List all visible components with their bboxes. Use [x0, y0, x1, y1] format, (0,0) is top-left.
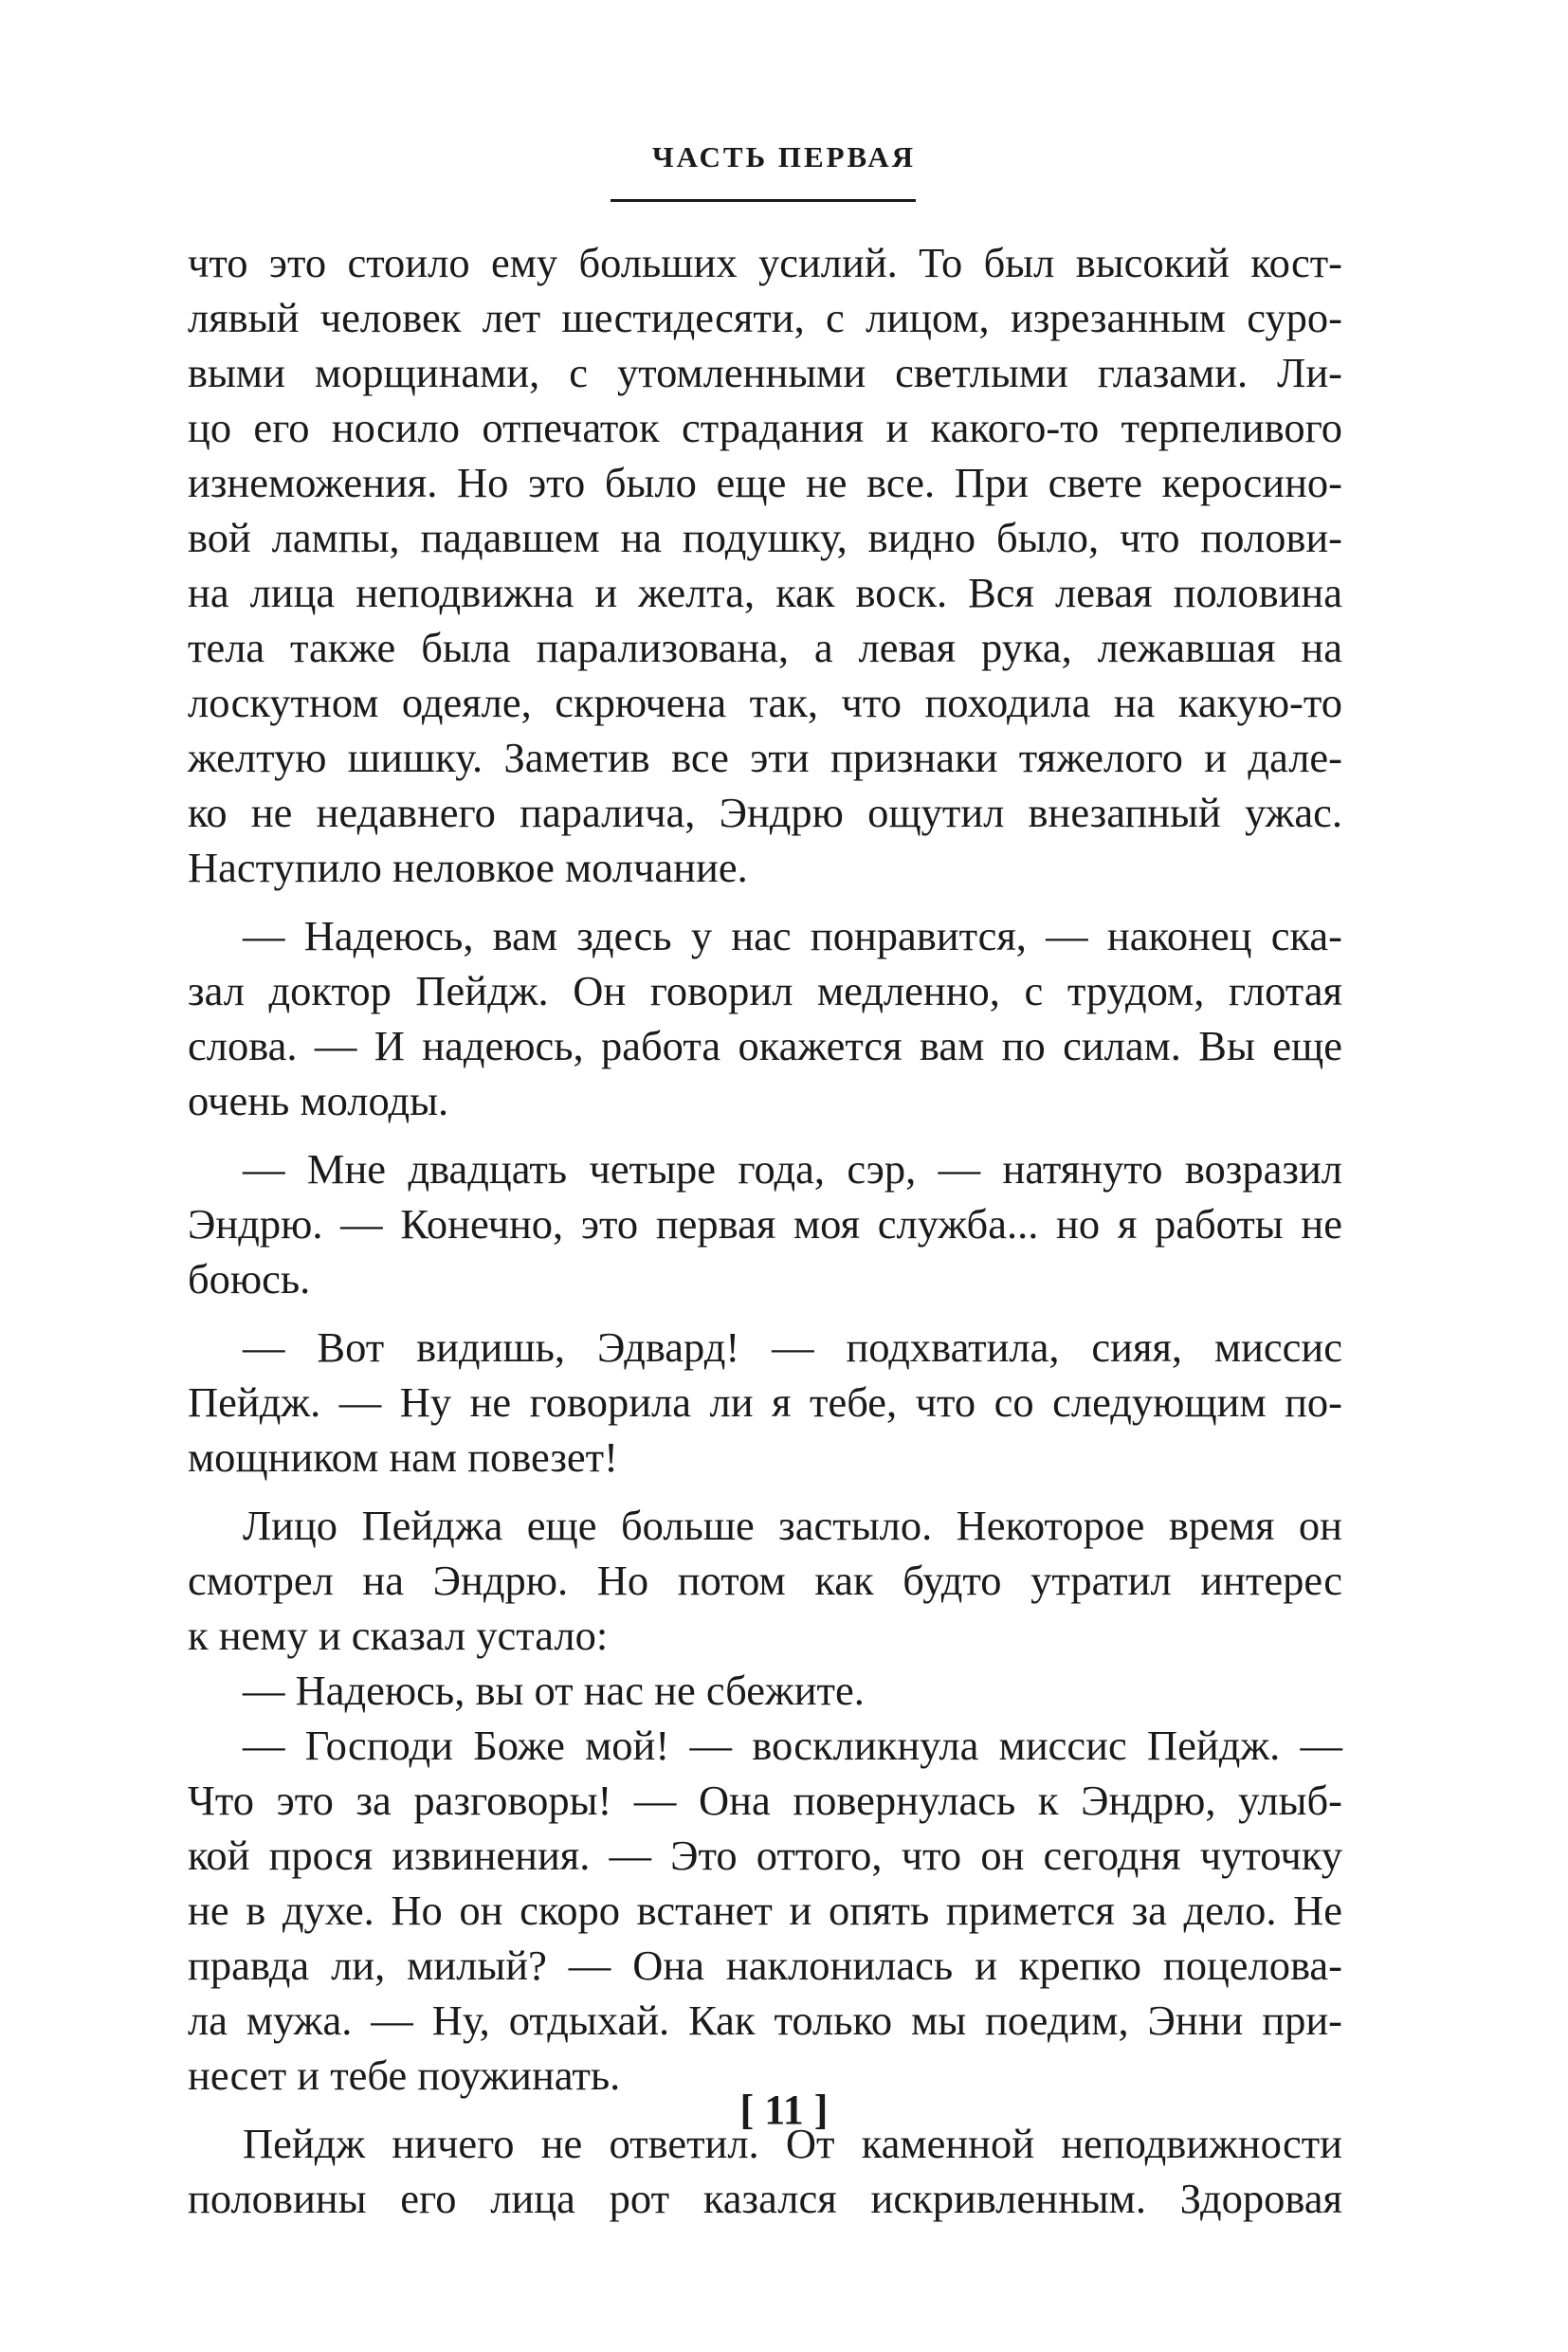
text-line: зал доктор Пейдж. Он говорил медленно, с трудом, глотая	[188, 967, 1342, 1014]
text-line: мощником нам повезет!	[188, 1433, 618, 1481]
body-text	[188, 235, 1342, 2226]
page-number: [ 11 ]	[739, 2087, 829, 2133]
text-line: правда ли, милый? — Она наклонилась и крепко поцелова-	[188, 1942, 1342, 1989]
text-line: ла мужа. — Ну, отдыхай. Как только мы поедим, Энни при-	[188, 1996, 1342, 2044]
text-line: тела также была парализована, а левая рука, лежавшая на	[188, 624, 1342, 671]
text-line: кой прося извинения. — Это оттого, что он сегодня чуточку	[188, 1832, 1342, 1879]
text-line: — Надеюсь, вам здесь у нас понравится, — наконец ска-	[243, 912, 1342, 959]
text-line: цо его носило отпечаток страдания и какого-то терпеливого	[188, 404, 1342, 451]
text-line: — Господи Боже мой! — воскликнула миссис Пейдж. —	[243, 1722, 1342, 1769]
text-line: Пейдж ничего не ответил. От каменной неподвижности	[243, 2120, 1342, 2167]
text-line: половины его лица рот казался искривленным. Здоровая	[188, 2175, 1342, 2222]
text-line: лоскутном одеяле, скрючена так, что походила на какую-то	[188, 679, 1342, 726]
text-line: Наступило неловкое молчание.	[188, 844, 748, 891]
text-line: вой лампы, падавшем на подушку, видно было, что полови-	[188, 514, 1342, 561]
text-line: несет и тебе поужинать.	[188, 2051, 621, 2099]
text-line: к нему и сказал устало:	[188, 1612, 609, 1659]
text-line: ко не недавнего паралича, Эндрю ощутил внезапный ужас.	[188, 789, 1342, 836]
text-line: Что это за разговоры! — Она повернулась к Эндрю, улыб-	[188, 1777, 1342, 1824]
text-line: — Мне двадцать четыре года, сэр, — натянуто возразил	[243, 1145, 1342, 1193]
text-line: не в духе. Но он скоро встанет и опять примется за дело. Не	[188, 1887, 1342, 1934]
text-line: изнеможения. Но это было еще не все. При свете керосино-	[188, 459, 1342, 506]
text-line: Лицо Пейджа еще больше застыло. Некоторое время он	[243, 1502, 1342, 1549]
text-line: Эндрю. — Конечно, это первая моя служба... но я работы не	[188, 1200, 1342, 1248]
text-line: лявый человек лет шестидесяти, с лицом, изрезанным суро-	[188, 294, 1342, 341]
text-line: — Надеюсь, вы от нас не сбежите.	[243, 1667, 865, 1714]
running-head: ЧАСТЬ ПЕРВАЯ	[651, 140, 917, 173]
text-line: очень молоды.	[188, 1077, 449, 1124]
text-line: смотрел на Эндрю. Но потом как будто утратил интерес	[188, 1557, 1342, 1604]
text-line: выми морщинами, с утомленными светлыми глазами. Ли-	[188, 349, 1342, 396]
text-line: слова. — И надеюсь, работа окажется вам по силам. Вы еще	[188, 1022, 1342, 1069]
running-head-rule	[611, 199, 916, 202]
text-line: боюсь.	[188, 1255, 311, 1303]
text-line: на лица неподвижна и желта, как воск. Вся левая половина	[188, 569, 1342, 616]
text-line: что это стоило ему больших усилий. То был высокий кост-	[188, 239, 1342, 286]
text-line: Пейдж. — Ну не говорила ли я тебе, что со следующим по-	[188, 1378, 1342, 1426]
text-line: желтую шишку. Заметив все эти признаки тяжелого и дале-	[188, 734, 1342, 781]
text-line: — Вот видишь, Эдвард! — подхватила, сияя, миссис	[243, 1323, 1342, 1371]
